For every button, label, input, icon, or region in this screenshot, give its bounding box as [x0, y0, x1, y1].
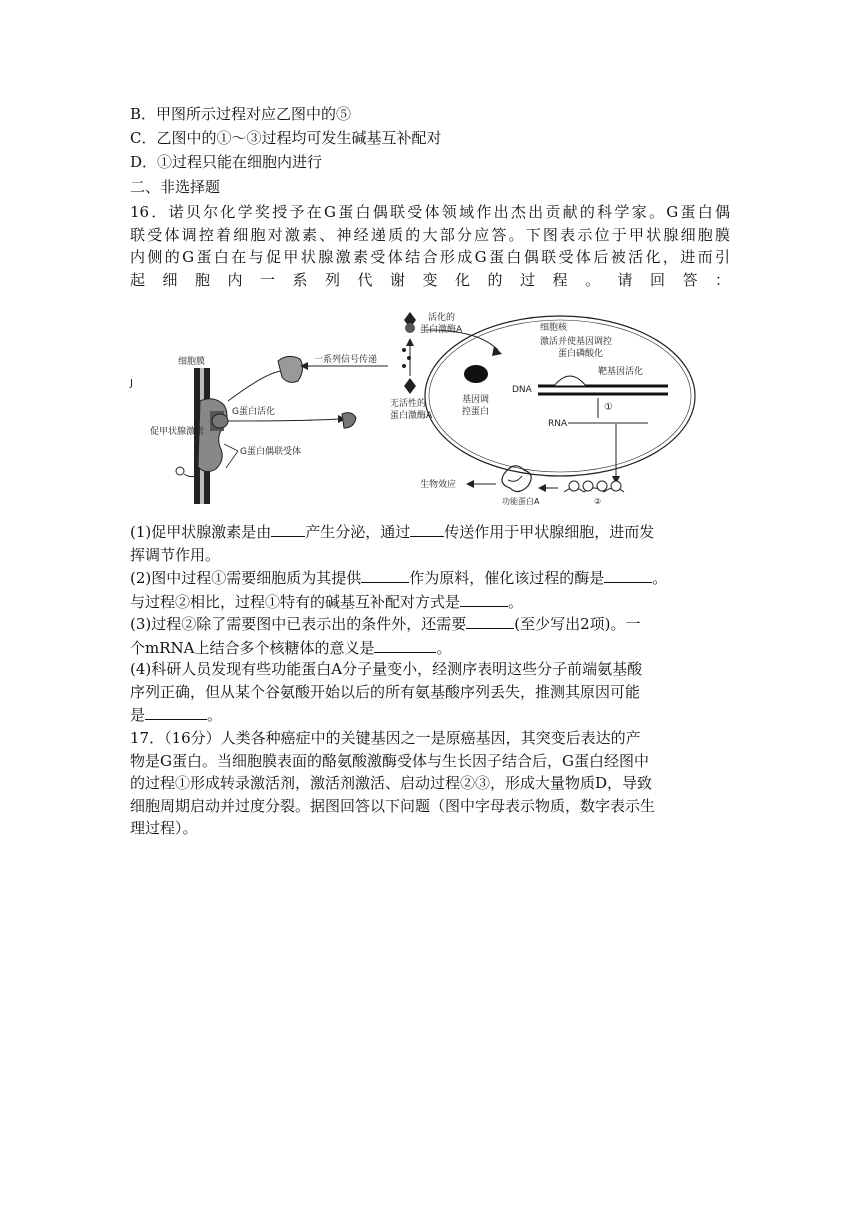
q16-sub2-part: 与过程②相比，过程①特有的碱基互补配对方式是 — [130, 592, 461, 611]
hormone-label-text: 促甲状腺激素 — [150, 427, 205, 437]
q16-sub1-line2: 挥调节作用。 — [130, 545, 221, 564]
q16-sub1-part: (1)促甲状腺激素是由 — [130, 523, 272, 541]
q16-sub3 — [130, 612, 730, 659]
q16-sub4-part: 是 — [130, 706, 146, 724]
bio-effect-label: 生物效应 — [420, 480, 457, 490]
q16-sub1-part: 传送作用于甲状腺细胞，进而发 — [444, 523, 655, 541]
q16-sub3-part: (3)过程②除了需要图中已表示出的条件外，还需要 — [130, 615, 467, 633]
answer-blank[interactable] — [361, 566, 409, 583]
g-activate-label: G蛋白活化 — [232, 407, 275, 417]
answer-blank[interactable] — [460, 590, 508, 607]
left-mark: J — [130, 378, 133, 389]
dna-label: DNA — [512, 385, 532, 395]
signal-molecule-2 — [342, 413, 356, 428]
q16-sub3-part: 个mRNA上结合多个核糖体的意义是 — [130, 638, 375, 657]
inactive-kinase-label-1: 无活性的 — [390, 399, 427, 409]
kinase-inactive-shape — [404, 378, 416, 394]
q16-sub1 — [130, 520, 730, 566]
kinase-activated-shape — [404, 312, 416, 333]
nucleus-label: 细胞核 — [540, 323, 568, 333]
regulator-label-1: 基因调 — [462, 395, 490, 405]
process-2-label: ② — [594, 497, 602, 506]
activate-label-2: 蛋白磷酸化 — [558, 349, 604, 359]
q16-sub4-line: (4)科研人员发现有些功能蛋白A分子量变小，经测序表明这些分子前端氨基酸 — [130, 660, 643, 678]
q17-line: 细胞周期启动并过度分裂。据图回答以下问题（图中字母表示物质，数字表示生 — [130, 796, 656, 815]
q16-sub2-part: 。 — [508, 592, 524, 611]
q16-intro-line: 起细胞内一系列代谢变化的过程。请回答： — [130, 270, 730, 289]
g-receptor-label: G蛋白偶联受体 — [240, 447, 301, 457]
active-kinase-label-2: 蛋白激酶A — [420, 325, 463, 335]
protein-a-label: 功能蛋白A — [502, 497, 540, 506]
q16-sub3-part: (至少写出2项)。一 — [514, 615, 641, 633]
q16-intro-line: 16．诺贝尔化学奖授予在G蛋白偶联受体领域作出杰出贡献的科学家。G蛋白偶 — [130, 203, 730, 221]
answer-blank[interactable] — [466, 612, 514, 629]
q16-sub4-part: 。 — [207, 706, 223, 724]
q16-sub4-line: 序列正确，但从某个谷氨酸开始以后的所有氨基酸序列丢失，推测其原因可能 — [130, 682, 641, 701]
q16-sub2-part: (2)图中过程①需要细胞质为其提供 — [130, 569, 362, 587]
answer-blank[interactable] — [410, 520, 444, 537]
q17-line: 17．（16分）人类各种癌症中的关键基因之一是原癌基因，其突变后表达的产 — [130, 729, 641, 747]
regulator-protein-shape — [464, 365, 488, 383]
answer-blank[interactable] — [604, 566, 652, 583]
q16-sub2 — [130, 566, 730, 613]
section-title: 二、非选择题 — [130, 178, 221, 196]
active-kinase-label-1: 活化的 — [428, 313, 456, 323]
process-1-label: ① — [604, 402, 613, 413]
q16-sub1-part: 产生分泌，通过 — [305, 523, 411, 541]
signal-molecule-1 — [278, 356, 303, 382]
q16-intro-line: 内侧的G蛋白在与促甲状腺激素受体结合形成G蛋白偶联受体后被活化，进而引 — [130, 248, 730, 266]
q17-line: 物是G蛋白。当细胞膜表面的酪氨酸激酶受体与生长因子结合后，G蛋白经图中 — [130, 751, 649, 770]
regulator-label-2: 控蛋白 — [462, 407, 490, 417]
q16-intro-line: 联受体调控着细胞对激素、神经递质的大部分应答。下图表示位于甲状腺细胞膜 — [130, 225, 730, 244]
signal-label: 一系列信号传递 — [314, 355, 378, 365]
option-b: B．甲图所示过程对应乙图中的⑤ — [130, 105, 352, 123]
rna-label: RNA — [548, 419, 568, 429]
option-c: C．乙图中的①～③过程均可发生碱基互补配对 — [130, 129, 442, 147]
option-d: D．①过程只能在细胞内进行 — [130, 153, 323, 171]
inactive-kinase-label-2: 蛋白激酶A — [390, 411, 433, 421]
membrane-label: 细胞膜 — [178, 357, 206, 367]
q16-sub2-part: 作为原料，催化该过程的酶是 — [409, 569, 605, 587]
answer-blank[interactable] — [374, 636, 436, 653]
q16-sub2-part: 。 — [652, 569, 668, 587]
q17-line: 理过程）。 — [130, 819, 198, 837]
polyribosome-shape — [564, 481, 624, 492]
activate-label-1: 激活并使基因调控 — [540, 337, 613, 347]
q16-sub3-part: 。 — [436, 638, 452, 657]
q16-intro — [130, 201, 730, 291]
q17-intro — [130, 727, 730, 840]
answer-blank[interactable] — [271, 520, 305, 537]
signal-pathway-figure — [128, 306, 708, 506]
target-gene-label: 靶基因活化 — [598, 367, 644, 377]
q16-sub4 — [130, 658, 730, 727]
answer-blank[interactable] — [145, 703, 207, 720]
hormone-label — [150, 425, 204, 437]
q17-line: 的过程①形成转录激活剂，激活剂激活、启动过程②③，形成大量物质D，导致 — [130, 774, 653, 792]
